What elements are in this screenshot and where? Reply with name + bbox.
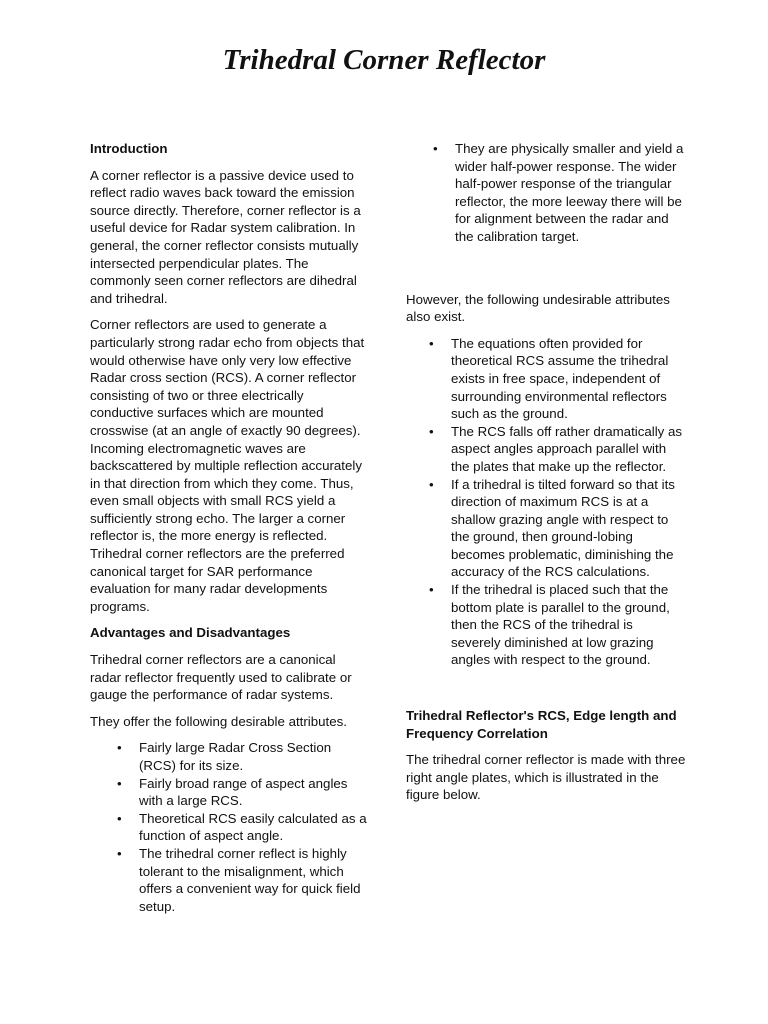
list-item: • Fairly broad range of aspect angles with a large RCS. (139, 775, 368, 810)
introduction-paragraph-1: A corner reflector is a passive device used to reflect radio waves back toward the emission source directly. Therefore, corner reflector is a useful device for Radar system calibration. In general, the corner reflector consists mutually intersected perpendicular plates. The commonly seen corner reflectors are dihedral and trihedral. (90, 167, 361, 306)
rcs-paragraph-1: The trihedral corner reflector is made with three right angle plates, which is illustrated in the figure below. (406, 752, 686, 803)
list-item: • The trihedral corner reflect is highly tolerant to the misalignment, which offers a convenient way for quick field setup. (139, 845, 368, 915)
list-item: • If a trihedral is tilted forward so that its direction of maximum RCS is at a shallow grazing angle with respect to the ground, then ground-lobing becomes problematic, diminishing the accuracy of the RCS calculations. (451, 476, 686, 582)
introduction-heading: Introduction (90, 141, 168, 156)
list-item: • The RCS falls off rather dramatically as aspect angles approach parallel with the plates that make up the reflector. (451, 423, 686, 476)
list-item: • They are physically smaller and yield a wider half-power response. The wider half-power response of the triangular reflector, the more leeway there will be for alignment between the radar and the calibration target. (455, 140, 686, 246)
rcs-heading: Trihedral Reflector's RCS, Edge length and Frequency Correlation (406, 708, 677, 741)
advantages-heading: Advantages and Disadvantages (90, 625, 291, 641)
advantages-paragraph-2: They offer the following desirable attributes. (90, 713, 347, 729)
introduction-paragraph-2: Corner reflectors are used to generate a particularly strong radar echo from objects that would otherwise have only very low effective Radar cross section (RCS). A corner reflector consisting of two or three electrically conductive surfaces which are mounted crosswise (at an angle of exactly 90 degrees). Incoming electromagnetic waves are backscattered by multiple reflection accurately in that direction from which they come. Thus, even small objects with small RCS yield a sufficiently strong echo. The larger a corner reflector is, the more energy is reflected. Trihedral corner reflectors are the preferred canonical target for SAR performance evaluation for many radar developments programs. (90, 317, 365, 614)
list-item: • The equations often provided for theoretical RCS assume the trihedral exists in free space, independent of surrounding environmental reflectors such as the ground. (451, 335, 686, 423)
list-item: • If the trihedral is placed such that the bottom plate is parallel to the ground, then the RCS of the trihedral is severely diminished at low grazing angles with respect to the ground. (451, 581, 686, 669)
list-item: • Theoretical RCS easily calculated as a function of aspect angle. (139, 810, 368, 845)
left-column (90, 140, 368, 915)
advantages-paragraph-1: Trihedral corner reflectors are a canonical radar reflector frequently used to calibrate or gauge the performance of radar systems. (90, 652, 352, 703)
desirable-list (90, 739, 368, 915)
undesirable-list (406, 335, 686, 669)
undesirable-intro: However, the following undesirable attributes also exist. (406, 291, 670, 325)
list-item: • Fairly large Radar Cross Section (RCS) for its size. (139, 739, 368, 774)
right-column (406, 140, 686, 813)
page-title: Trihedral Corner Reflector (222, 44, 546, 76)
desirable-list-continued (406, 140, 686, 246)
